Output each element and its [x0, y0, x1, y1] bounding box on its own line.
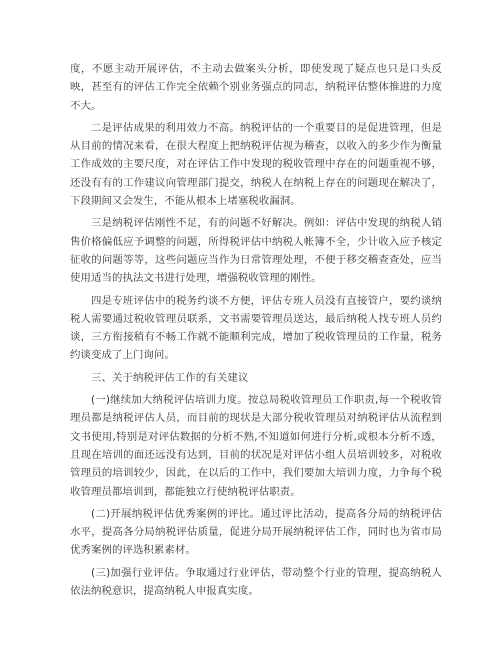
paragraph-suggestion-three: (三)加强行业评估。争取通过行业评估，带动整个行业的管理，提高纳税人依法纳税意识，提高纳税人申报真实度。	[70, 566, 442, 598]
paragraph-continued: 度，不愿主动开展评估，不主动去做案头分析，即使发现了疑点也只是口头反映，甚至有的评估工作完全依赖个别业务强点的同志，纳税评估整体推进的力度不大。	[70, 63, 442, 112]
paragraph-point-four: 四是专班评估中的税务约谈不方便，评估专班人员没有直接管户，要约谈纳税人需要通过税收管理员联系，文书需要管理员送达，最后纳税人找专班人员约谈，三方衔接稍有不畅工作就不能顺利完成，增加了税收管理员的工作量，税务约谈变成了上门询问。	[70, 294, 442, 362]
paragraph-suggestion-one: (一)继续加大纳税评估培训力度。按总局税收管理员工作职责,每一个税收管理员都是纳税评估人员，而目前的现状是大部分税收管理员对纳税评估从流程到文书使用,特别是对评估数据的分析不熟,不知道如何进行分析,或根本分析不透，且现在培训的面还远没有达到，目前的状况是对评估小组人员培训较多，对税收管理员的培训较少，因此，在以后的工作中，我们要加大培训力度，力争每个税收管理员都培训到，都能独立行使纳税评估职责。	[70, 394, 442, 498]
paragraph-suggestion-two: (二)开展纳税评估优秀案例的评比。通过评比活动，提高各分局的纳税评估水平，提高各分局纳税评估质量，促进分局开展纳税评估工作，同时也为省市局优秀案例的评选积累素材。	[70, 507, 442, 557]
paragraph-point-two: 二是评估成果的利用效力不高。纳税评估的一个重要目的是促进管理，但是从目前的情况来看，在很大程度上把纳税评估视为稽查，以收入的多少作为衡量工作成效的主要尺度，对在评估工作中发现的税收管理中存在的问题重视不够，还没有有的工作建议向管理部门提交，纳税人在纳税上存在的问题现在解决了，下段期间又会发生，不能从根本上堵塞税收漏洞。	[70, 121, 442, 208]
document-body	[70, 60, 442, 604]
section-heading: 三、关于纳税评估工作的有关建议	[91, 371, 249, 384]
paragraph-point-three: 三是纳税评估刚性不足，有的问题不好解决。例如：评估中发现的纳税人销售价格偏低应予调整的问题，所得税评估中纳税人帐簿不全，少计收入应予核定征收的问题等等，这些问题应当作为日常管理处理，不便于移交稽查查处，应当使用适当的执法文书进行处理，增强税收管理的刚性。	[70, 217, 442, 285]
